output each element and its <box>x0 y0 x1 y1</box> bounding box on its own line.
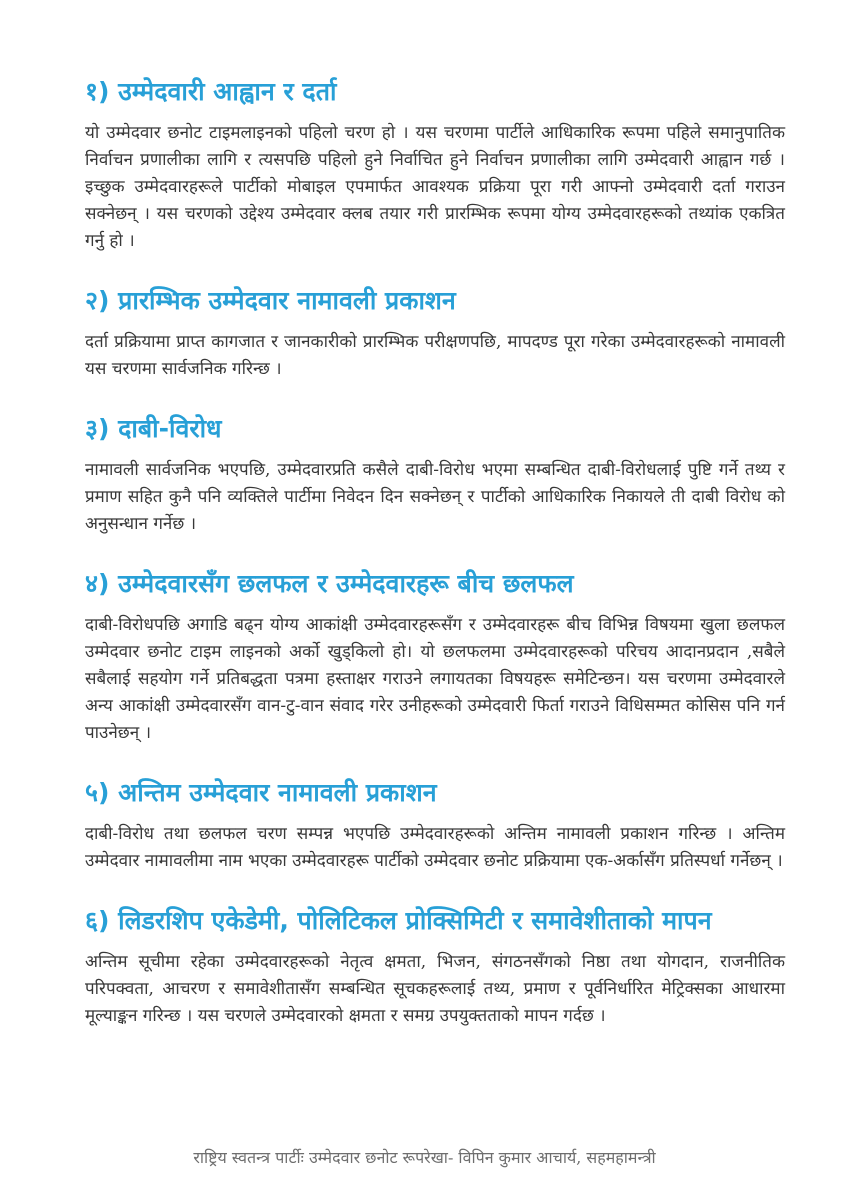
section-3-heading: ३) दाबी-विरोध <box>85 414 222 443</box>
section-4-heading: ४) उम्मेदवारसँग छलफल र उम्मेदवारहरू बीच छलफल <box>85 569 574 598</box>
section-1-heading: १) उम्मेदवारी आह्वान र दर्ता <box>85 77 337 106</box>
section-2-preliminary-list <box>85 285 785 383</box>
section-5-final-list <box>85 777 785 875</box>
section-6-measurement <box>85 905 785 1030</box>
section-4-discussions <box>85 568 785 747</box>
section-1-candidacy-call <box>85 76 785 255</box>
section-4-body: दाबी-विरोधपछि अगाडि बढ्न योग्य आकांक्षी उम्मेदवारहरूसँग र उम्मेदवारहरू बीच विभिन्न विषयमा खुला छलफल उम्मेदवार छनोट टाइम लाइनको अर्को खुड्किलो हो। यो छलफलमा उम्मेदवारहरूको परिचय आदानप्रदान ,सबैले सबैलाई सहयोग गर्ने प्रतिबद्धता पत्रमा हस्ताक्षर गराउने लगायतका विषयहरू समेटिन्छन। यस चरणमा उम्मेदवारले अन्य आकांक्षी उम्मेदवारसँग वान-टु-वान संवाद गरेर उनीहरूको उम्मेदवारी फिर्ता गराउने विधिसम्मत कोसिस पनि गर्न पाउनेछन् । <box>85 615 785 743</box>
section-2-heading: २) प्रारम्भिक उम्मेदवार नामावली प्रकाशन <box>85 286 456 315</box>
section-5-heading: ५) अन्तिम उम्मेदवार नामावली प्रकाशन <box>85 778 437 807</box>
section-6-heading: ६) लिडरशिप एकेडेमी, पोलिटिकल प्रोक्सिमिटी र समावेशीताको मापन <box>85 906 712 935</box>
section-5-body: दाबी-विरोध तथा छलफल चरण सम्पन्न भएपछि उम्मेदवारहरूको अन्तिम नामावली प्रकाशन गरिन्छ । अन्तिम उम्मेदवार नामावलीमा नाम भएका उम्मेदवारहरू पार्टीको उम्मेदवार छनोट प्रक्रियामा एक-अर्कासँग प्रतिस्पर्धा गर्नेछन् । <box>85 824 785 871</box>
section-3-body: नामावली सार्वजनिक भएपछि, उम्मेदवारप्रति कसैले दाबी-विरोध भएमा सम्बन्धित दाबी-विरोधलाई पुष्टि गर्ने तथ्य र प्रमाण सहित कुनै पनि व्यक्तिले पार्टीमा निवेदन दिन सक्नेछन् र पार्टीको आधिकारिक निकायले ती दाबी विरोध को अनुसन्धान गर्नेछ । <box>85 460 785 534</box>
page-footer: राष्ट्रिय स्वतन्त्र पार्टीः उम्मेदवार छनोट रूपरेखा- विपिन कुमार आचार्य, सहमहामन्त्री <box>193 1148 656 1167</box>
section-1-body: यो उम्मेदवार छनोट टाइमलाइनको पहिलो चरण हो । यस चरणमा पार्टीले आधिकारिक रूपमा पहिले समानुपातिक निर्वाचन प्रणालीका लागि र त्यसपछि पहिलो हुने निर्वाचित हुने निर्वाचन प्रणालीका लागि उम्मेदवारी आह्वान गर्छ । इच्छुक उम्मेदवारहरूले पार्टीको मोबाइल एपमार्फत आवश्यक प्रक्रिया पूरा गरी आफ्नो उम्मेदवारी दर्ता गराउन सक्नेछन् । यस चरणको उद्देश्य उम्मेदवार क्लब तयार गरी प्रारम्भिक रूपमा योग्य उम्मेदवारहरूको तथ्यांक एकत्रित गर्नु हो । <box>85 123 785 251</box>
section-3-claims-objections <box>85 413 785 538</box>
section-6-body: अन्तिम सूचीमा रहेका उम्मेदवारहरूको नेतृत्व क्षमता, भिजन, संगठनसँगको निष्ठा तथा योगदान, राजनीतिक परिपक्वता, आचरण र समावेशीतासँग सम्बन्धित सूचकहरूलाई तथ्य, प्रमाण र पूर्वनिर्धारित मेट्रिक्सका आधारमा मूल्याङ्कन गरिन्छ । यस चरणले उम्मेदवारको क्षमता र समग्र उपयुक्तताको मापन गर्दछ । <box>85 952 785 1026</box>
section-2-body: दर्ता प्रक्रियामा प्राप्त कागजात र जानकारीको प्रारम्भिक परीक्षणपछि, मापदण्ड पूरा गरेका उम्मेदवारहरूको नामावली यस चरणमा सार्वजनिक गरिन्छ । <box>85 332 785 379</box>
